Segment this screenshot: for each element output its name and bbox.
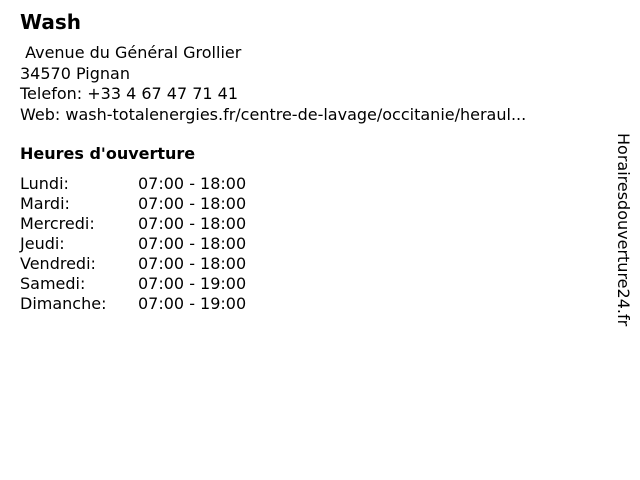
site-brand-watermark: Horairesdouverture24.fr bbox=[614, 133, 633, 327]
day-label: Mardi: bbox=[20, 194, 70, 213]
day-label: Dimanche: bbox=[20, 294, 107, 313]
time-range: 07:00 - 18:00 bbox=[138, 254, 247, 273]
day-label: Mercredi: bbox=[20, 214, 95, 233]
address-street: Avenue du Général Grollier bbox=[20, 43, 242, 62]
time-range: 07:00 - 19:00 bbox=[138, 274, 247, 293]
hours-row-saturday bbox=[20, 274, 246, 294]
website-link: Web: wash-totalenergies.fr/centre-de-lavage/occitanie/heraul... bbox=[20, 104, 527, 124]
time-range: 07:00 - 18:00 bbox=[138, 234, 247, 253]
time-range: 07:00 - 18:00 bbox=[138, 174, 247, 193]
business-name: Wash bbox=[20, 10, 81, 34]
hours-row-friday bbox=[20, 254, 246, 274]
hours-row-sunday bbox=[20, 294, 246, 314]
day-label: Jeudi: bbox=[20, 234, 65, 253]
hours-row-monday bbox=[20, 174, 246, 194]
phone-number: Telefon: +33 4 67 47 71 41 bbox=[20, 84, 239, 103]
day-label: Samedi: bbox=[20, 274, 86, 293]
day-label: Vendredi: bbox=[20, 254, 96, 273]
day-label: Lundi: bbox=[20, 174, 69, 193]
opening-hours-list bbox=[20, 174, 246, 314]
opening-hours-heading: Heures d'ouverture bbox=[20, 144, 196, 163]
time-range: 07:00 - 19:00 bbox=[138, 294, 247, 313]
hours-row-tuesday bbox=[20, 194, 246, 214]
business-contact-block bbox=[20, 43, 526, 125]
hours-row-thursday bbox=[20, 234, 246, 254]
time-range: 07:00 - 18:00 bbox=[138, 194, 247, 213]
hours-row-wednesday bbox=[20, 214, 246, 234]
time-range: 07:00 - 18:00 bbox=[138, 214, 247, 233]
address-city: 34570 Pignan bbox=[20, 63, 130, 83]
